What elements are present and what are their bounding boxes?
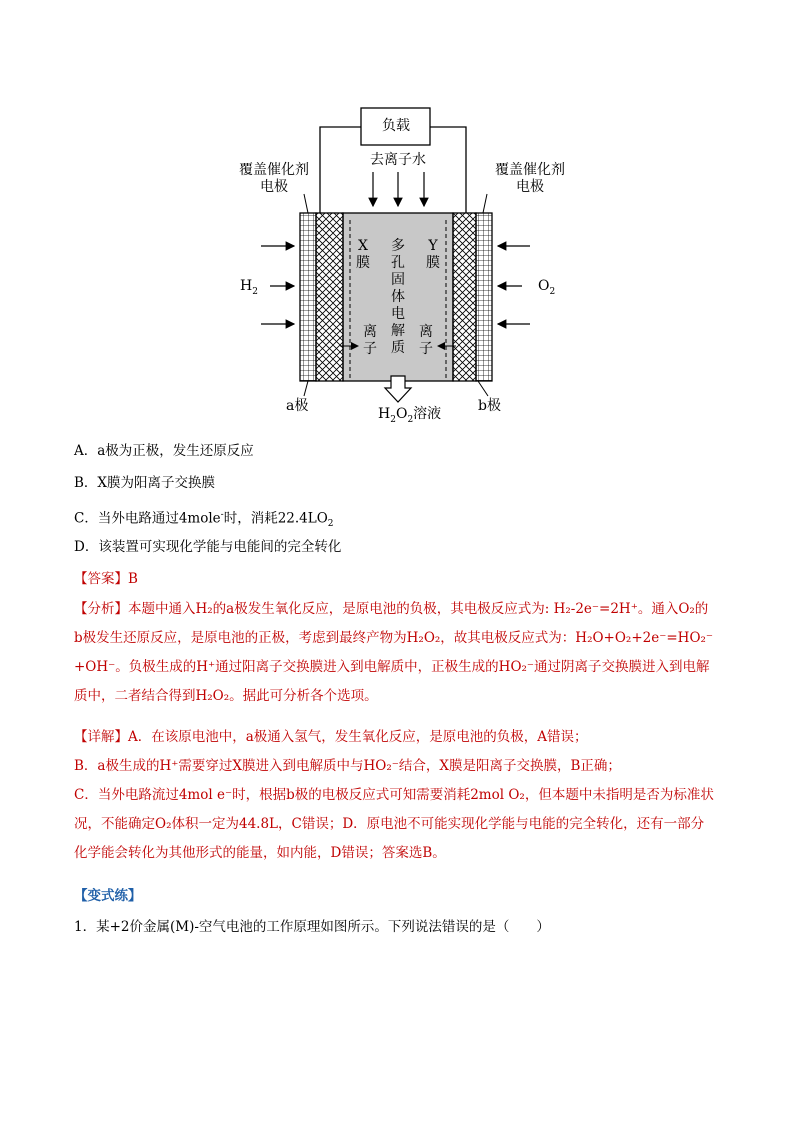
x-membrane-label: X膜 bbox=[356, 238, 370, 271]
detail-line-5: 化学能会转化为其他形式的能量，如内能，D错误；答案选B。 bbox=[74, 845, 446, 861]
detail-line-3: C．当外电路流过4mol e⁻时，根据b极的电极反应式可知需要消耗2mol O₂，但本题中未指明是否为标准状 bbox=[74, 787, 714, 803]
b-pole-label: b极 bbox=[478, 398, 501, 414]
detail-line-2: B．a极生成的H⁺需要穿过X膜进入到电解质中与HO₂⁻结合，X膜是阳离子交换膜，B正确； bbox=[74, 758, 621, 774]
product-label: $H_2O_2$溶液 bbox=[378, 406, 442, 425]
variant-tag: 【变式练】 bbox=[74, 888, 142, 904]
fuel-cell-diagram bbox=[228, 100, 584, 430]
right-catalyst-label-line1: 覆盖催化剂 bbox=[495, 162, 565, 178]
option-a: A．a极为正极，发生还原反应 bbox=[74, 443, 254, 459]
detail-tag: 【详解】 bbox=[74, 729, 128, 745]
answer-line bbox=[74, 569, 138, 589]
y-membrane-label: Y膜 bbox=[426, 238, 440, 271]
option-d: D．该装置可实现化学能与电能间的完全转化 bbox=[74, 539, 342, 555]
fuel-cell-drawing bbox=[228, 100, 584, 430]
detail-line-1: 【详解】A．在该原电池中，a极通入氢气，发生氧化反应，是原电池的负极，A错误； bbox=[74, 729, 588, 745]
option-b: B．X膜为阳离子交换膜 bbox=[74, 475, 216, 491]
a-pole-label: a极 bbox=[286, 398, 309, 414]
right-catalyst-layer bbox=[476, 213, 492, 381]
detail-line-4: 况，不能确定O₂体积一定为44.8L，C错误；D．原电池不可能实现化学能与电能的完全转化，还有一部分 bbox=[74, 816, 705, 832]
left-catalyst-layer bbox=[300, 213, 316, 381]
right-electrode bbox=[453, 213, 476, 381]
left-catalyst-label-line2: 电极 bbox=[260, 179, 288, 195]
analysis-line-3: +OH⁻。负极生成的H⁺通过阳离子交换膜进入到电解质中，正极生成的HO₂⁻通过阴离子交换膜进入到电解 bbox=[74, 659, 710, 675]
option-c: C．当外电路通过4mole-时，消耗$22.4LO_2$ bbox=[74, 510, 334, 530]
answer-tag: 【答案】 bbox=[74, 571, 128, 587]
variant-question: 1．某+2价金属(M)-空气电池的工作原理如图所示。下列说法错误的是（ ） bbox=[74, 919, 550, 935]
load-label: 负载 bbox=[382, 118, 410, 134]
analysis-line-2: b极发生还原反应，是原电池的正极，考虑到最终产物为H₂O₂，故其电极反应式为：H₂O+O₂+2e⁻=HO₂⁻ bbox=[74, 630, 714, 646]
left-ion-label: 离子 bbox=[363, 324, 377, 357]
o2-label: $O_2$ bbox=[538, 278, 556, 297]
answer-value: B bbox=[128, 571, 138, 587]
analysis-line-1: 【分析】本题中通入H₂的a极发生氧化反应，是原电池的负极，其电极反应式为: H₂-2e⁻=2H⁺。通入O₂的 bbox=[74, 601, 709, 617]
right-ion-label: 离子 bbox=[419, 324, 433, 357]
analysis-line-4: 质中，二者结合得到H₂O₂。据此可分析各个选项。 bbox=[74, 688, 378, 704]
electrolyte-label: 多孔固体电解质 bbox=[391, 238, 405, 356]
deionized-water-label: 去离子水 bbox=[370, 152, 426, 168]
analysis-tag: 【分析】 bbox=[74, 601, 128, 617]
left-catalyst-label-line1: 覆盖催化剂 bbox=[239, 162, 309, 178]
h2-label: $H_2$ bbox=[240, 278, 258, 297]
analysis-block bbox=[74, 595, 724, 711]
detail-block bbox=[74, 723, 724, 868]
left-electrode bbox=[316, 213, 343, 381]
right-catalyst-label-line2: 电极 bbox=[516, 179, 544, 195]
